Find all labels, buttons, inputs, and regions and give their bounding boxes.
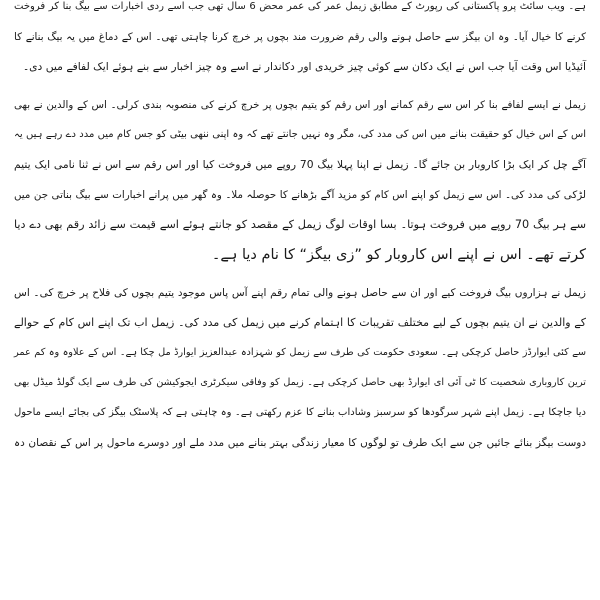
text-line: زیمل نے ہزاروں بیگ فروخت کیے اور ان سے حاصل ہونے والی تمام رقم اپنے آس پاس موجود یتیم بچوں کی فلاح پر خرچ کی۔ اس (14, 287, 586, 299)
text-line: اس کے اس خیال کو حقیقت بنانے میں اس کی مدد کی، مگر وہ نہیں جانتے تھے کہ وہ اپنی ننھی بیٹی کو جس کام میں مدد دے رہے ہیں یہ (14, 129, 586, 140)
article-text (14, 0, 586, 466)
paragraph-3 (14, 278, 586, 458)
text-line: لڑکی کی مدد کی۔ اس سے زیمل کو اپنے اس کام کو مزید آگے بڑھانے کا حوصلہ ملا۔ وہ گھر میں پرانے اخبارات سے بیگ بناتی جن میں (14, 189, 586, 201)
text-line: کرنے کا خیال آیا۔ وہ ان بیگز سے حاصل ہونے والی رقم ضرورت مند بچوں پر خرچ کرنا چاہتی تھی۔ اس کے دماغ میں یہ بیگ بنانے کا (14, 31, 586, 43)
paragraph-2 (14, 90, 586, 270)
text-line: کرتے تھے۔ اس نے اپنے اس کاروبار کو ”زی بیگز“ کا نام دیا ہے۔ (211, 247, 586, 263)
text-line: ترین کاروباری شخصیت کا ٹی آئی ای ایوارڈ بھی حاصل کرچکی ہے۔ زیمل کو وفاقی سیکرٹری ایجوکیشن کی طرف سے ایک گولڈ میڈل بھی (14, 377, 586, 388)
text-line: سے ہر بیگ 70 روپے میں فروخت ہوتا۔ بسا اوقات لوگ زیمل کے مقصد کو جانتے ہوئے اسے قیمت سے زائد رقم بھی دے دیا (14, 218, 586, 231)
text-line: آگے چل کر ایک بڑا کاروبار بن جائے گا۔ زیمل نے اپنا پہلا بیگ 70 روپے میں فروخت کیا اور اس رقم سے اس نے ثنا نامی ایک یتیم (14, 158, 586, 171)
text-line: دیا جاچکا ہے۔ زیمل اپنے شہر سرگودھا کو سرسبز وشاداب بنانے کا عزم رکھتی ہے۔ وہ چاہتی ہے کہ پلاسٹک بیگز کی بجائے ایسے ماحول (14, 407, 586, 418)
text-line: کے والدین نے ان یتیم بچوں کے لیے مختلف تقریبات کا اہتمام کرنے میں زیمل کی مدد کی۔ زیمل اب تک اپنے اس کام کے حوالے (14, 316, 586, 329)
text-line: آئیڈیا اس وقت آیا جب اس نے ایک دکان سے کوئی چیز خریدی اور دکاندار نے اسے وہ چیز اخبار سے بنے ہوئے ایک لفافے میں دی۔ (22, 60, 586, 73)
text-line: سے کئی ایوارڈز حاصل کرچکی ہے۔ سعودی حکومت کی طرف سے زیمل کو شہزادہ عبدالعزیز ایوارڈ مل چکا ہے۔ اس کے علاوہ وہ کم عمر (14, 347, 586, 358)
text-line: دوست بیگز بنائے جائیں جن سے ایک طرف تو لوگوں کا معیار زندگی بہتر بنانے میں مدد ملے اور دوسرے ماحول پر اس کے نقصان دہ (14, 437, 586, 449)
text-line: ہے۔ ویب سائٹ پرو پاکستانی کی رپورٹ کے مطابق زیمل عمر کی عمر محض 6 سال تھی جب اسے ردی اخبارات سے بیگ بنا کر فروخت (14, 1, 586, 12)
paragraph-1 (14, 0, 586, 82)
text-line: زیمل نے ایسے لفافے بنا کر اس سے رقم کمانے اور اس رقم کو یتیم بچوں پر خرچ کرنے کی منصوبہ بندی کرلی۔ اس کے والدین نے بھی (14, 99, 586, 111)
